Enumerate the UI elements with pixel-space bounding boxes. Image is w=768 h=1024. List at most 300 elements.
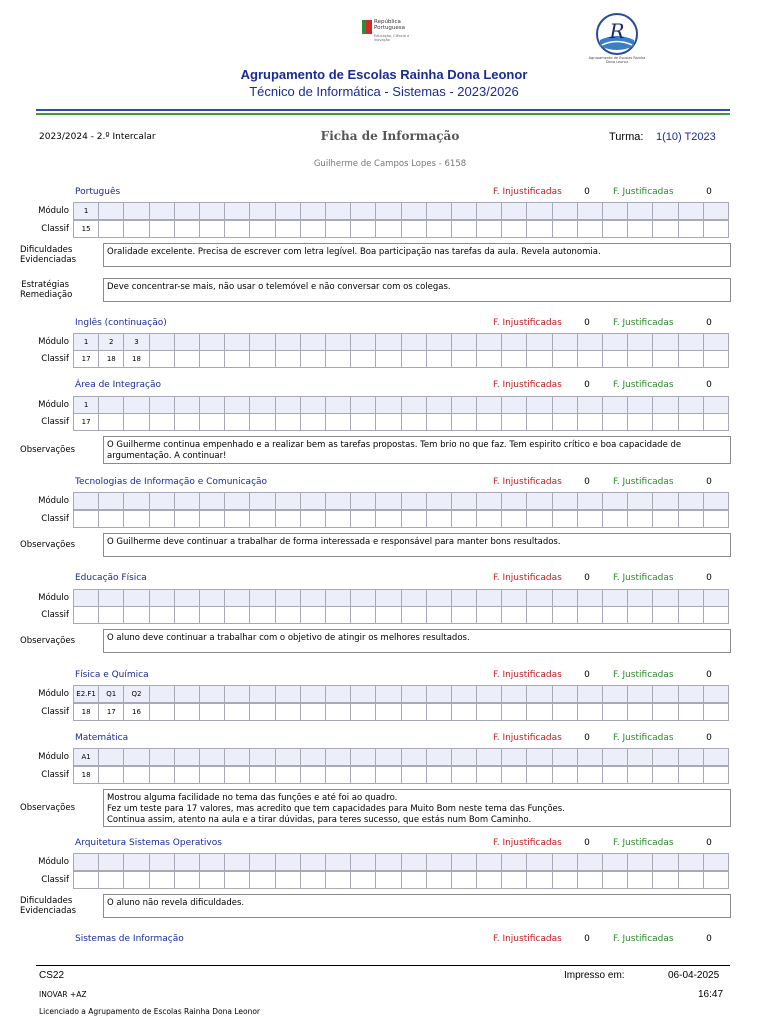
grade-cell	[603, 351, 628, 368]
grade-cell	[376, 511, 401, 528]
grade-cell	[326, 704, 351, 721]
grade-grid	[73, 766, 729, 784]
module-cell	[527, 590, 552, 607]
grade-cell	[351, 414, 376, 431]
justified-absences-value: 0	[706, 318, 712, 328]
form-code: CS22	[39, 970, 65, 981]
grade-cell	[477, 221, 502, 238]
module-cell	[250, 203, 275, 220]
grade-row-label: Classif	[41, 514, 69, 524]
module-cell	[502, 854, 527, 871]
module-cell	[376, 590, 401, 607]
grade-cell	[150, 607, 175, 624]
grade-cell	[326, 607, 351, 624]
grade-cell	[578, 767, 603, 784]
grade-cell	[351, 767, 376, 784]
module-cell	[150, 749, 175, 766]
grade-row-label: Classif	[41, 417, 69, 427]
module-cell	[351, 203, 376, 220]
unjustified-absences-label: F. Injustificadas	[493, 838, 562, 848]
note-label: Observações	[20, 636, 76, 646]
unjustified-absences-label: F. Injustificadas	[493, 187, 562, 197]
module-cell	[326, 590, 351, 607]
module-cell	[578, 203, 603, 220]
module-row-label: Módulo	[38, 337, 69, 347]
grade-cell	[704, 767, 729, 784]
grade-row-label: Classif	[41, 354, 69, 364]
grade-cell	[250, 607, 275, 624]
grade-cell	[402, 872, 427, 889]
grade-cell	[276, 511, 301, 528]
grade-cell	[704, 704, 729, 721]
grade-cell	[276, 607, 301, 624]
grade-cell	[74, 511, 99, 528]
module-cell	[553, 749, 578, 766]
grade-cell	[200, 221, 225, 238]
grade-cell	[578, 414, 603, 431]
grade-cell	[653, 767, 678, 784]
module-cell	[452, 493, 477, 510]
module-cell	[376, 854, 401, 871]
module-cell	[99, 493, 124, 510]
module-cell	[679, 590, 704, 607]
grade-cell: 17	[74, 351, 99, 368]
module-cell	[326, 749, 351, 766]
module-cell	[200, 203, 225, 220]
grade-cell	[553, 221, 578, 238]
grade-cell	[99, 414, 124, 431]
grade-cell	[200, 607, 225, 624]
justified-absences-label: F. Justificadas	[613, 670, 674, 680]
grade-cell	[603, 221, 628, 238]
grade-cell	[477, 607, 502, 624]
module-cell	[427, 493, 452, 510]
module-cell	[124, 749, 149, 766]
grade-cell	[402, 511, 427, 528]
module-cell	[628, 203, 653, 220]
grade-cell	[628, 351, 653, 368]
grade-cell	[427, 351, 452, 368]
module-cell	[175, 686, 200, 703]
module-cell	[502, 686, 527, 703]
grade-cell	[351, 872, 376, 889]
module-cell	[301, 590, 326, 607]
grade-cell	[502, 872, 527, 889]
module-cell	[351, 334, 376, 351]
grade-cell	[301, 221, 326, 238]
module-cell	[250, 334, 275, 351]
grade-cell	[276, 414, 301, 431]
grade-cell	[175, 872, 200, 889]
grade-cell	[276, 704, 301, 721]
license-text: Licenciado a Agrupamento de Escolas Rainha Dona Leonor	[39, 1007, 261, 1016]
grade-cell	[502, 704, 527, 721]
grade-grid	[73, 606, 729, 624]
module-cell	[402, 493, 427, 510]
module-cell	[74, 493, 99, 510]
module-cell	[653, 749, 678, 766]
grade-cell	[502, 511, 527, 528]
grade-cell	[527, 351, 552, 368]
module-cell	[603, 686, 628, 703]
grade-cell	[250, 704, 275, 721]
grade-cell	[301, 511, 326, 528]
grade-cell	[200, 414, 225, 431]
module-cell	[578, 590, 603, 607]
module-cell	[99, 397, 124, 414]
grade-cell	[527, 221, 552, 238]
grade-cell	[603, 607, 628, 624]
grade-cell	[301, 351, 326, 368]
grade-cell	[200, 351, 225, 368]
module-grid	[73, 492, 729, 510]
module-cell	[276, 590, 301, 607]
module-cell	[679, 854, 704, 871]
grade-cell	[628, 767, 653, 784]
module-cell	[99, 590, 124, 607]
grade-cell	[427, 872, 452, 889]
module-cell	[402, 854, 427, 871]
module-cell	[225, 686, 250, 703]
module-cell	[250, 397, 275, 414]
school-logo-caption: Agrupamento de Escolas Rainha Dona Leonor	[588, 56, 646, 64]
subject-title: Educação Física	[75, 573, 147, 583]
module-cell	[225, 203, 250, 220]
module-cell	[527, 397, 552, 414]
module-cell	[200, 854, 225, 871]
grade-cell	[200, 511, 225, 528]
svg-text:R: R	[609, 19, 625, 43]
module-cell	[679, 749, 704, 766]
note-text: Oralidade excelente. Precisa de escrever com letra legível. Boa participação nas tarefas da aula. Revela autonomia.	[103, 243, 731, 267]
justified-absences-value: 0	[706, 733, 712, 743]
grade-cell	[603, 414, 628, 431]
unjustified-absences-value: 0	[584, 318, 590, 328]
justified-absences-label: F. Justificadas	[613, 934, 674, 944]
header-divider-blue	[36, 109, 730, 111]
grade-cell	[553, 351, 578, 368]
grade-cell	[452, 351, 477, 368]
grade-cell	[653, 351, 678, 368]
subject-title: Sistemas de Informação	[75, 934, 184, 944]
unjustified-absences-label: F. Injustificadas	[493, 573, 562, 583]
module-cell	[200, 334, 225, 351]
note-text: O aluno não revela dificuldades.	[103, 894, 731, 918]
subject-title: Física e Química	[75, 670, 149, 680]
module-cell	[628, 749, 653, 766]
module-cell: Q1	[99, 686, 124, 703]
grade-cell	[578, 704, 603, 721]
grade-cell	[477, 414, 502, 431]
unjustified-absences-value: 0	[584, 934, 590, 944]
grade-cell	[452, 607, 477, 624]
subject-title: Área de Integração	[75, 380, 162, 390]
module-cell	[276, 686, 301, 703]
grade-cell	[427, 221, 452, 238]
printed-date: 06-04-2025	[668, 970, 720, 981]
grade-cell	[679, 872, 704, 889]
grade-grid	[73, 220, 729, 238]
unjustified-absences-label: F. Injustificadas	[493, 670, 562, 680]
grade-cell	[502, 607, 527, 624]
grade-cell	[653, 607, 678, 624]
grade-cell	[502, 767, 527, 784]
module-row-label: Módulo	[38, 400, 69, 410]
grade-cell	[452, 704, 477, 721]
module-row-label: Módulo	[38, 206, 69, 216]
grade-cell	[578, 872, 603, 889]
grade-cell	[502, 221, 527, 238]
grade-cell	[578, 607, 603, 624]
grade-cell	[603, 704, 628, 721]
grade-cell: 18	[74, 704, 99, 721]
justified-absences-value: 0	[706, 573, 712, 583]
module-cell	[250, 686, 275, 703]
grade-cell	[553, 704, 578, 721]
module-cell	[578, 854, 603, 871]
subject-title: Matemática	[75, 733, 129, 743]
grade-cell	[452, 872, 477, 889]
module-grid	[73, 333, 729, 351]
module-cell	[250, 749, 275, 766]
module-cell: 3	[124, 334, 149, 351]
module-cell	[477, 203, 502, 220]
grade-cell	[150, 511, 175, 528]
grade-cell	[351, 351, 376, 368]
grade-cell	[225, 511, 250, 528]
grade-grid	[73, 703, 729, 721]
module-cell	[628, 334, 653, 351]
module-cell	[704, 686, 729, 703]
justified-absences-value: 0	[706, 477, 712, 487]
note-text: O Guilherme deve continuar a trabalhar de forma interessada e responsável para manter bons resultados.	[103, 533, 731, 557]
module-cell	[527, 749, 552, 766]
module-cell	[704, 749, 729, 766]
module-cell	[427, 590, 452, 607]
module-cell	[376, 749, 401, 766]
grade-cell	[653, 221, 678, 238]
module-cell	[301, 334, 326, 351]
grade-cell	[653, 872, 678, 889]
grade-cell	[578, 221, 603, 238]
module-cell	[679, 334, 704, 351]
module-cell	[653, 590, 678, 607]
grade-cell	[427, 704, 452, 721]
note-text-line: Continua assim, atento na aula e a tirar dúvidas, para teres sucesso, que estás num Bom Caminho.	[107, 815, 532, 825]
module-cell	[276, 203, 301, 220]
grade-cell	[427, 511, 452, 528]
portugal-flag-icon	[362, 20, 372, 34]
grade-cell	[301, 704, 326, 721]
subject-title: Português	[75, 187, 121, 197]
module-cell	[276, 334, 301, 351]
note-text-line: Fez um teste para 17 valores, mas acredito que tem capacidades para Muito Bom neste tema das Funções.	[107, 804, 565, 814]
module-cell	[527, 493, 552, 510]
module-cell	[653, 397, 678, 414]
module-cell	[175, 397, 200, 414]
grade-cell: 17	[99, 704, 124, 721]
module-cell	[704, 854, 729, 871]
note-text-line: Mostrou alguma facilidade no tema das funções e até foi ao quadro.	[107, 793, 398, 803]
module-cell	[628, 590, 653, 607]
note-label-line: Remediação	[20, 290, 73, 300]
module-cell	[502, 397, 527, 414]
module-cell	[553, 854, 578, 871]
grade-cell	[704, 351, 729, 368]
grade-cell	[351, 607, 376, 624]
grade-row-label: Classif	[41, 610, 69, 620]
module-cell	[502, 334, 527, 351]
module-cell	[603, 334, 628, 351]
grade-cell	[502, 351, 527, 368]
module-cell	[402, 686, 427, 703]
module-cell	[427, 334, 452, 351]
footer-divider	[36, 965, 730, 966]
module-cell	[452, 590, 477, 607]
grade-cell	[679, 351, 704, 368]
module-cell	[150, 590, 175, 607]
module-cell	[427, 686, 452, 703]
grade-cell	[704, 221, 729, 238]
header-divider-green	[36, 113, 730, 115]
module-row-label: Módulo	[38, 593, 69, 603]
module-cell	[150, 854, 175, 871]
justified-absences-value: 0	[706, 934, 712, 944]
grade-cell	[376, 872, 401, 889]
module-cell	[427, 749, 452, 766]
module-cell	[427, 854, 452, 871]
grade-cell	[628, 872, 653, 889]
grade-cell	[704, 872, 729, 889]
module-cell	[477, 493, 502, 510]
grade-cell	[704, 414, 729, 431]
grade-cell	[250, 511, 275, 528]
grade-cell	[326, 351, 351, 368]
grade-cell	[124, 767, 149, 784]
grade-cell	[175, 511, 200, 528]
grade-cell	[376, 351, 401, 368]
grade-row-label: Classif	[41, 770, 69, 780]
module-cell	[527, 686, 552, 703]
module-cell	[301, 203, 326, 220]
grade-cell	[452, 221, 477, 238]
module-cell	[628, 397, 653, 414]
grade-cell	[150, 872, 175, 889]
justified-absences-label: F. Justificadas	[613, 477, 674, 487]
grade-cell	[527, 607, 552, 624]
grade-cell	[74, 607, 99, 624]
grade-grid	[73, 413, 729, 431]
module-cell	[150, 493, 175, 510]
grade-cell	[200, 872, 225, 889]
note-label-line: Dificuldades	[20, 896, 73, 906]
module-cell	[351, 590, 376, 607]
subject-title: Tecnologias de Informação e Comunicação	[75, 477, 268, 487]
grade-cell	[175, 607, 200, 624]
grade-cell	[124, 872, 149, 889]
gov-logo-tagline: Educação, Ciência e Inovação	[374, 34, 410, 42]
grade-cell	[250, 221, 275, 238]
justified-absences-label: F. Justificadas	[613, 573, 674, 583]
module-cell	[502, 493, 527, 510]
module-cell	[124, 854, 149, 871]
module-cell	[124, 493, 149, 510]
module-cell	[99, 749, 124, 766]
module-cell	[175, 334, 200, 351]
grade-cell	[679, 414, 704, 431]
grade-cell	[477, 704, 502, 721]
note-label: Observações	[20, 540, 76, 550]
module-cell	[250, 854, 275, 871]
republica-portuguesa-logo	[360, 18, 420, 46]
module-cell	[704, 203, 729, 220]
grade-cell	[452, 511, 477, 528]
module-cell	[376, 334, 401, 351]
module-cell	[704, 590, 729, 607]
justified-absences-label: F. Justificadas	[613, 318, 674, 328]
module-cell	[502, 749, 527, 766]
module-cell	[603, 854, 628, 871]
note-text: O aluno deve continuar a trabalhar com o objetivo de atingir os melhores resultados.	[103, 629, 731, 653]
module-cell	[301, 493, 326, 510]
grade-cell: 15	[74, 221, 99, 238]
module-cell	[653, 493, 678, 510]
module-cell	[74, 590, 99, 607]
grade-cell	[276, 221, 301, 238]
module-cell	[326, 203, 351, 220]
grade-cell	[527, 767, 552, 784]
unjustified-absences-value: 0	[584, 380, 590, 390]
grade-cell	[653, 704, 678, 721]
module-cell	[553, 493, 578, 510]
unjustified-absences-label: F. Injustificadas	[493, 318, 562, 328]
module-cell	[301, 686, 326, 703]
module-cell	[452, 334, 477, 351]
note-label	[20, 896, 77, 916]
grade-cell	[99, 511, 124, 528]
grade-cell	[402, 704, 427, 721]
module-cell	[150, 203, 175, 220]
grade-cell	[679, 767, 704, 784]
grade-cell	[301, 414, 326, 431]
grade-cell	[704, 607, 729, 624]
module-cell	[628, 686, 653, 703]
module-cell	[225, 854, 250, 871]
grade-cell	[376, 221, 401, 238]
module-cell	[150, 397, 175, 414]
school-name: Agrupamento de Escolas Rainha Dona Leonor	[240, 67, 528, 82]
module-cell	[250, 493, 275, 510]
grade-cell	[527, 414, 552, 431]
grade-cell: 18	[99, 351, 124, 368]
module-cell	[578, 749, 603, 766]
module-cell	[326, 493, 351, 510]
module-grid	[73, 748, 729, 766]
justified-absences-value: 0	[706, 380, 712, 390]
module-cell	[99, 854, 124, 871]
module-row-label: Módulo	[38, 496, 69, 506]
course-name: Técnico de Informática - Sistemas - 2023/2026	[249, 84, 519, 99]
grade-cell	[150, 767, 175, 784]
grade-cell	[679, 607, 704, 624]
grade-cell: 18	[74, 767, 99, 784]
module-cell	[477, 686, 502, 703]
grade-cell	[603, 872, 628, 889]
note-label: Observações	[20, 803, 76, 813]
module-cell	[175, 590, 200, 607]
grade-cell	[628, 414, 653, 431]
system-name: INOVAR +AZ	[39, 990, 87, 999]
